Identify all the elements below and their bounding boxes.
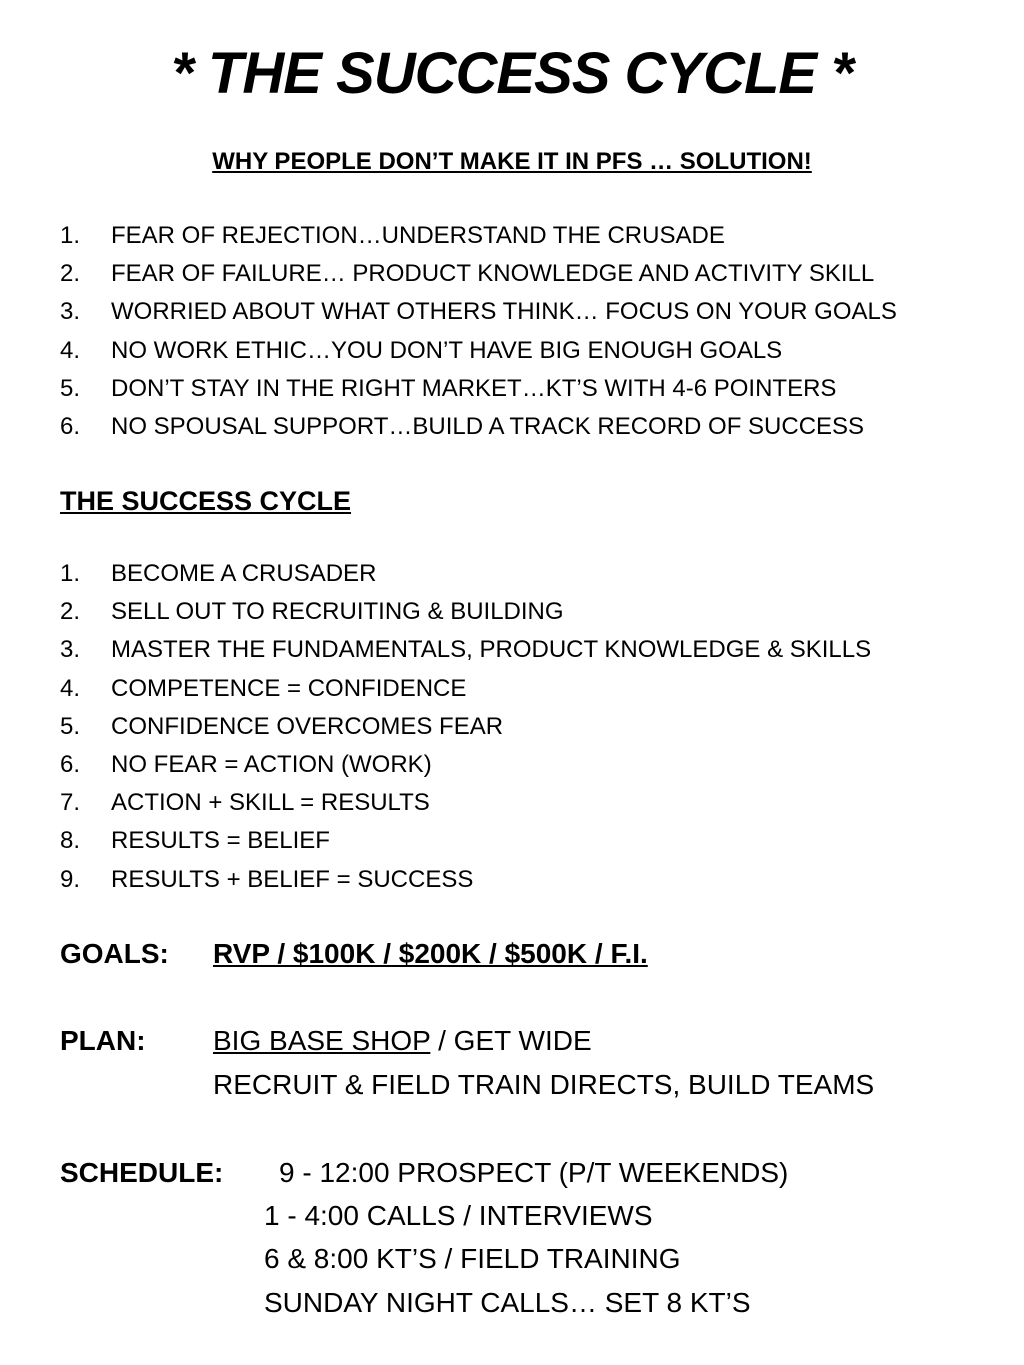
plan-emphasis: BIG BASE SHOP bbox=[213, 1025, 431, 1056]
page-subtitle: WHY PEOPLE DON’T MAKE IT IN PFS … SOLUTION! bbox=[212, 148, 812, 175]
item-text: BECOME A CRUSADER bbox=[111, 560, 377, 587]
schedule-label: SCHEDULE: bbox=[60, 1157, 224, 1188]
item-number: 6. bbox=[60, 412, 81, 440]
item-text: DON’T STAY IN THE RIGHT MARKET…KT’S WITH 4-6 POINTERS bbox=[111, 374, 837, 402]
item-number: 1. bbox=[60, 560, 81, 587]
schedule-line: SUNDAY NIGHT CALLS… SET 8 KT’S bbox=[264, 1287, 751, 1318]
success-cycle-heading: THE SUCCESS CYCLE bbox=[60, 486, 352, 516]
item-number: 1. bbox=[60, 222, 81, 249]
plan-label: PLAN: bbox=[60, 1025, 146, 1056]
goals-label: GOALS: bbox=[60, 938, 169, 969]
schedule-line: 6 & 8:00 KT’S / FIELD TRAINING bbox=[264, 1243, 681, 1274]
item-number: 5. bbox=[60, 712, 81, 740]
item-number: 9. bbox=[60, 865, 81, 893]
item-text: NO SPOUSAL SUPPORT…BUILD A TRACK RECORD OF SUCCESS bbox=[111, 412, 865, 440]
item-text: NO FEAR = ACTION (WORK) bbox=[111, 750, 432, 778]
item-number: 4. bbox=[60, 336, 81, 364]
page-title: * THE SUCCESS CYCLE * bbox=[171, 41, 853, 106]
item-text: WORRIED ABOUT WHAT OTHERS THINK… FOCUS ON YOUR GOALS bbox=[111, 298, 897, 326]
item-text: MASTER THE FUNDAMENTALS, PRODUCT KNOWLEDGE & SKILLS bbox=[111, 636, 872, 664]
plan-line-1-rest: / GET WIDE bbox=[430, 1025, 592, 1056]
item-number: 5. bbox=[60, 374, 81, 402]
goals-value: RVP / $100K / $200K / $500K / F.I. bbox=[213, 938, 648, 969]
schedule-line: 1 - 4:00 CALLS / INTERVIEWS bbox=[264, 1200, 653, 1231]
plan-line-1 bbox=[213, 1024, 592, 1058]
item-text: NO WORK ETHIC…YOU DON’T HAVE BIG ENOUGH GOALS bbox=[111, 336, 783, 364]
item-text: RESULTS = BELIEF bbox=[111, 827, 330, 855]
item-number: 4. bbox=[60, 674, 81, 702]
item-text: COMPETENCE = CONFIDENCE bbox=[111, 674, 467, 702]
item-number: 7. bbox=[60, 789, 81, 817]
plan-line-2: RECRUIT & FIELD TRAIN DIRECTS, BUILD TEAMS bbox=[213, 1069, 875, 1100]
item-text: SELL OUT TO RECRUITING & BUILDING bbox=[111, 598, 564, 626]
schedule-line: 9 - 12:00 PROSPECT (P/T WEEKENDS) bbox=[279, 1157, 789, 1188]
item-text: FEAR OF FAILURE… PRODUCT KNOWLEDGE AND ACTIVITY SKILL bbox=[111, 260, 875, 288]
item-text: FEAR OF REJECTION…UNDERSTAND THE CRUSADE bbox=[111, 222, 725, 249]
item-text: RESULTS + BELIEF = SUCCESS bbox=[111, 865, 474, 893]
item-text: ACTION + SKILL = RESULTS bbox=[111, 789, 430, 817]
item-number: 2. bbox=[60, 260, 81, 288]
item-number: 2. bbox=[60, 598, 81, 626]
item-number: 3. bbox=[60, 636, 81, 664]
item-number: 3. bbox=[60, 298, 81, 326]
item-number: 8. bbox=[60, 827, 81, 855]
item-text: CONFIDENCE OVERCOMES FEAR bbox=[111, 712, 504, 740]
item-number: 6. bbox=[60, 750, 81, 778]
